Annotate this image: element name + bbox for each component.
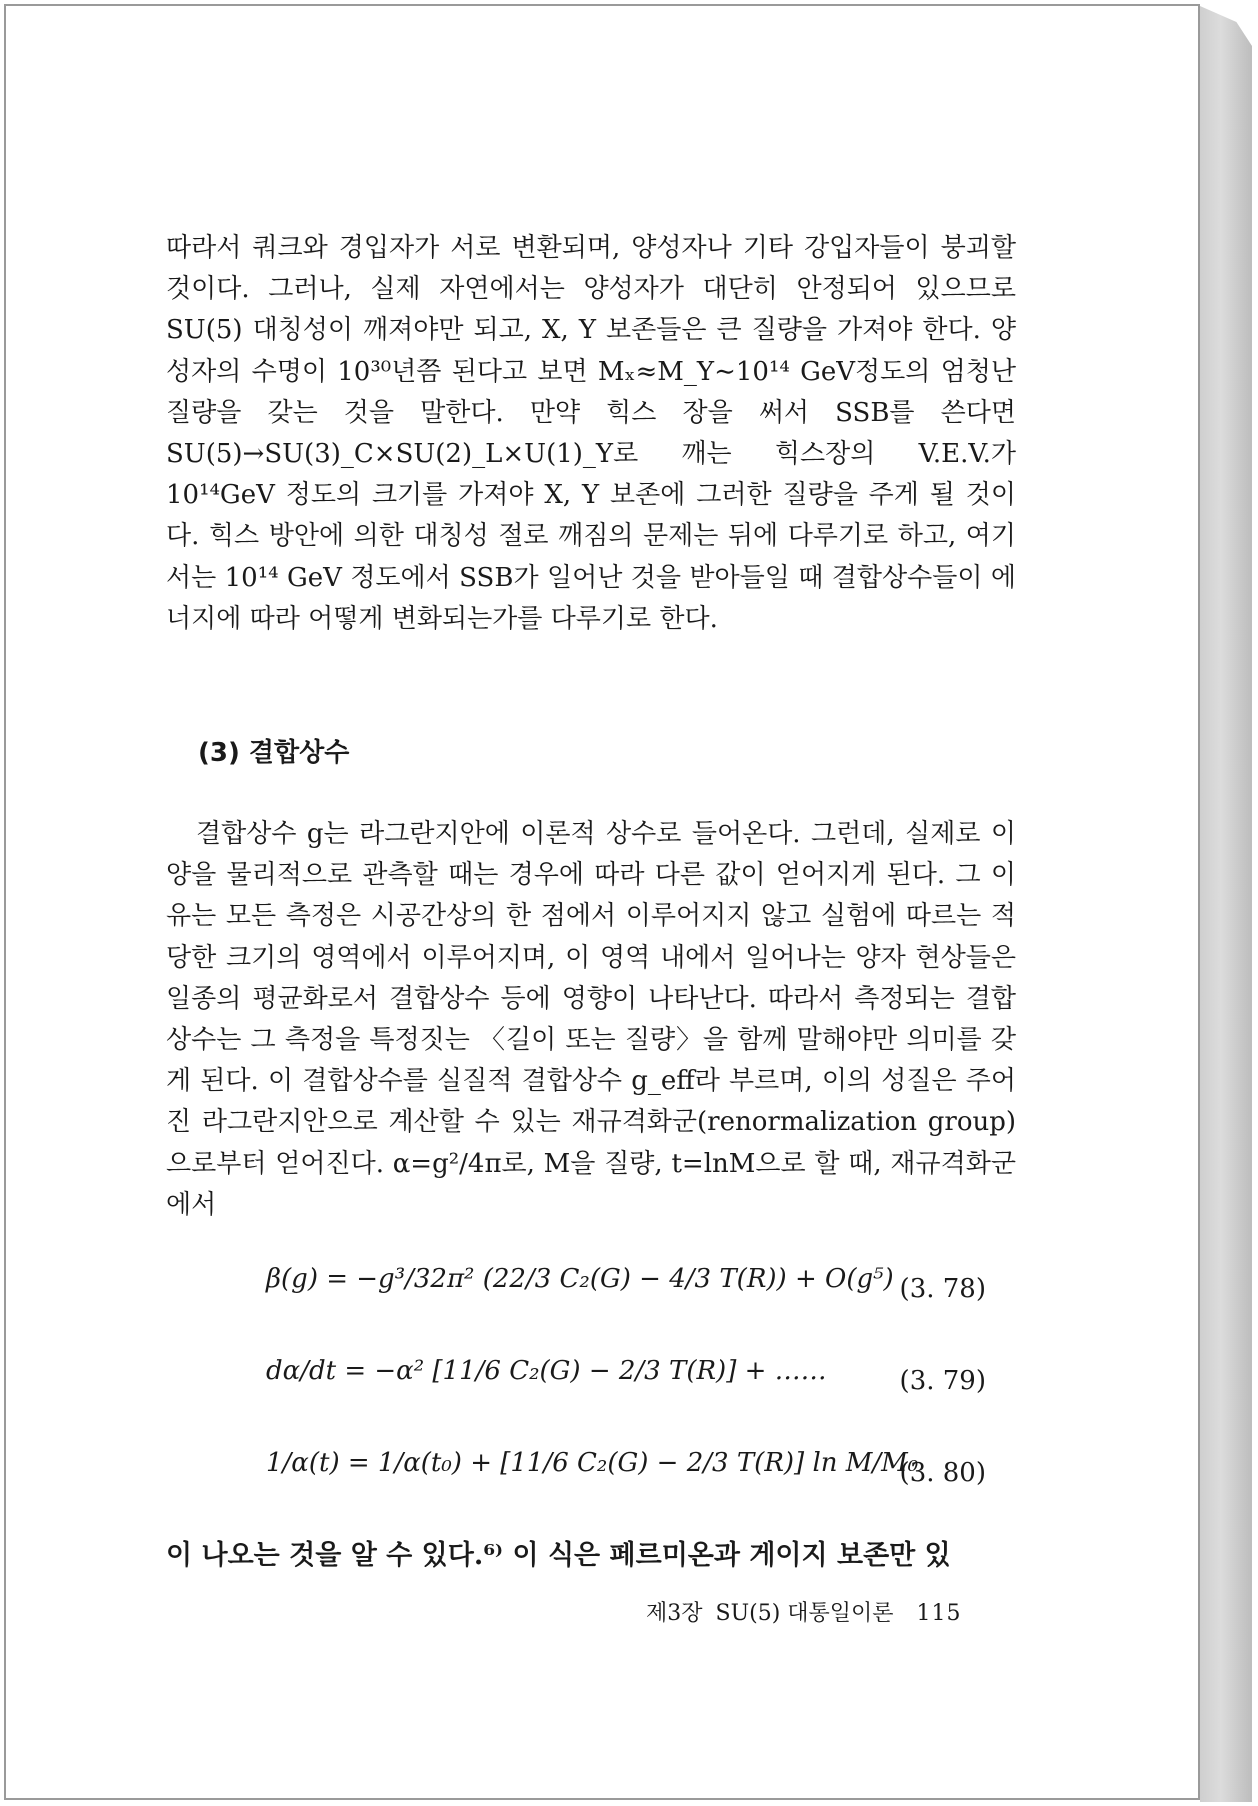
closing-line: 이 나오는 것을 알 수 있다.⁶⁾ 이 식은 페르미온과 게이지 보존만 있: [166, 1540, 951, 1571]
equation-number: (3. 79): [899, 1366, 986, 1396]
running-footer: [646, 1596, 962, 1627]
equation-3-79: [266, 1356, 986, 1416]
equation-expression: dα/dt = −α² [11/6 C₂(G) − 2/3 T(R)] + ……: [266, 1356, 827, 1386]
page-number: 115: [916, 1601, 962, 1626]
page-edge-shadow: [1200, 6, 1252, 1802]
equation-expression: 1/α(t) = 1/α(t₀) + [11/6 C₂(G) − 2/3 T(R)] ln M/M₀: [266, 1448, 919, 1478]
paragraph-1: 따라서 쿼크와 경입자가 서로 변환되며, 양성자나 기타 강입자들이 붕괴할 것이다. 그러나, 실제 자연에서는 양성자가 대단히 안정되어 있으므로 SU(5) 대칭성이 깨져야만 되고, X, Y 보존들은 큰 질량을 가져야 한다. 양성자의 수명이 10³⁰년쯤 된다고 보면 Mₓ≈M_Y∼10¹⁴ GeV정도의 엄청난 질량을 갖는 것을 말한다. 만약 힉스 장을 써서 SSB를 쓴다면 SU(5)→SU(3)_C×SU(2)_L×U(1)_Y로 깨는 힉스장의 V.E.V.가 10¹⁴GeV 정도의 크기를 가져야 X, Y 보존에 그러한 질량을 주게 될 것이다. 힉스 방안에 의한 대칭성 절로 깨짐의 문제는 뒤에 다루기로 하고, 여기서는 10¹⁴ GeV 정도에서 SSB가 일어난 것을 받아들일 때 결합상수들이 에너지에 따라 어떻게 변화되는가를 다루기로 한다.: [166, 233, 1016, 634]
equation-3-78: [266, 1264, 986, 1324]
equation-3-80: [266, 1448, 986, 1508]
footer-title: SU(5) 대통일이론: [715, 1601, 894, 1626]
section-heading: (3) 결합상수: [198, 738, 350, 768]
book-page: [4, 4, 1200, 1800]
equation-expression: β(g) = −g³/32π² (22/3 C₂(G) − 4/3 T(R)) + O(g⁵): [266, 1264, 894, 1294]
equation-number: (3. 78): [899, 1274, 986, 1304]
equation-number: (3. 80): [899, 1458, 986, 1488]
paragraph-2: 결합상수 g는 라그란지안에 이론적 상수로 들어온다. 그런데, 실제로 이 양을 물리적으로 관측할 때는 경우에 따라 다른 값이 얻어지게 된다. 그 이유는 모든 측정은 시공간상의 한 점에서 이루어지지 않고 실험에 따르는 적당한 크기의 영역에서 이루어지며, 이 영역 내에서 일어나는 양자 현상들은 일종의 평균화로서 결합상수 등에 영향이 나타난다. 따라서 측정되는 결합상수는 그 측정을 특정짓는 〈길이 또는 질량〉을 함께 말해야만 의미를 갖게 된다. 이 결합상수를 실질적 결합상수 g_eff라 부르며, 이의 성질은 주어진 라그란지안으로 계산할 수 있는 재규격화군(renormalization group)으로부터 얻어진다. α=g²/4π로, M을 질량, t=lnM으로 할 때, 재규격화군에서: [166, 819, 1016, 1220]
footer-chapter: 제3장: [646, 1601, 703, 1626]
